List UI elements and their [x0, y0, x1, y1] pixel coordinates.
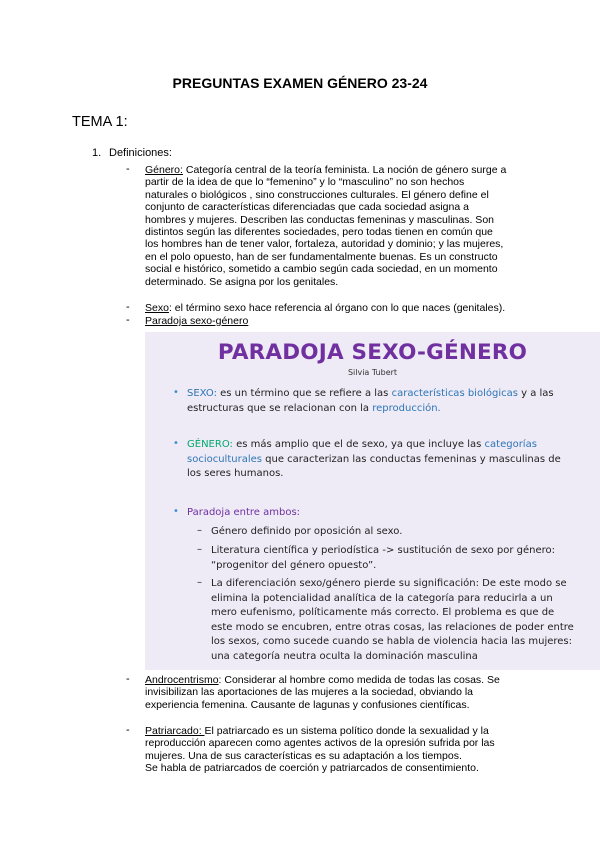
slide-title: PARADOJA SEXO-GÉNERO	[217, 340, 528, 365]
bullet-dash: -	[126, 724, 130, 736]
slide-genero-point: GÉNERO: es más amplio que el de sexo, ya que incluye las categorías socioculturales que caracterizan las conductas femeninas y masculinas de los seres humanos.	[187, 439, 561, 480]
bullet-dash: -	[126, 163, 130, 175]
slide-sub-point: La diferenciación sexo/género pierde su significación: De este modo se elimina la potencialidad analítica de la categoría para reducirla a un mero eufenismo, políticamente más correcto. El problema es que de este modo se encubren, entre otras cosas, las relaciones de poder entre los sexos, como sucede cuando se habla de violencia hacia las mujeres: una categoría neutra oculta la dominación masculina	[211, 578, 574, 662]
slide-paradoja-heading: Paradoja entre ambos:	[187, 507, 301, 518]
list-title: Definiciones:	[109, 147, 172, 159]
slide-sexo-point: SEXO: es un término que se refiere a las características biológicas y a las estructuras que se relacionan con la reproducción.	[187, 388, 554, 414]
bullet-dot-icon: •	[173, 438, 179, 449]
section-heading: TEMA 1:	[72, 114, 128, 130]
genero-line: determinado. Se asigna por los genitales.	[145, 275, 339, 288]
genero-line: en el polo opuesto, han de ser fundamentalmente buenas. Es un constructo	[145, 250, 498, 263]
genero-line-1: Género: Categoría central de la teoría feminista. La noción de género surge a	[145, 164, 507, 176]
bullet-dash: -	[126, 673, 130, 685]
genero-line: conjunto de características diferenciadas que cada sociedad asigna a	[145, 201, 469, 214]
document-title: PREGUNTAS EXAMEN GÉNERO 23-24	[172, 75, 428, 91]
bullet-dash: -	[126, 301, 130, 313]
sub-bullet-dash: –	[197, 544, 202, 555]
bullet-dash: -	[126, 314, 130, 326]
genero-line: social e histórico, sometido a cambio según cada sociedad, en un momento	[145, 263, 498, 276]
sub-bullet-dash: –	[197, 577, 202, 588]
genero-line: partir de la idea de que lo “femenino” y lo “masculino” no son hechos	[145, 176, 465, 189]
paradoja-label: Paradoja sexo-género	[145, 315, 249, 327]
androcentrismo-definition: Androcentrismo: Considerar al hombre como medida de todas las cosas. Se invisibilizan las aportaciones de las mujeres a la sociedad, obviando la experiencia femenina. Causante de lagunas y confusiones científicas.	[145, 674, 500, 711]
slide-sub-point: Género definido por oposición al sexo.	[211, 526, 403, 537]
androcentrismo-term: Androcentrismo	[145, 674, 219, 686]
slide-author: Silvia Tubert	[347, 368, 398, 377]
list-number: 1.	[92, 147, 102, 159]
genero-line: distintos según las diferentes sociedades, pero todas tienen en común que	[145, 226, 493, 239]
patriarcado-term: Patriarcado:	[145, 725, 205, 737]
bullet-dot-icon: •	[173, 387, 179, 398]
bullet-dot-icon: •	[173, 506, 179, 517]
sexo-term: Sexo	[145, 302, 169, 314]
slide-image	[145, 332, 600, 670]
genero-line: naturales o biológicos , sino construcciones culturales. El género define el	[145, 188, 489, 201]
genero-line: hombres y mujeres. Describen las conductas femeninas y masculinas. Son	[145, 213, 494, 226]
genero-line: los hombres han de tener valor, fortaleza, autoridad y dominio; y las mujeres,	[145, 238, 504, 251]
genero-term: Género:	[145, 164, 183, 176]
sexo-definition: Sexo: el término sexo hace referencia al órgano con lo que naces (genitales).	[145, 302, 506, 314]
patriarcado-definition: Patriarcado: El patriarcado es un sistema político donde la sexualidad y la reproducción aparecen como agentes activos de la opresión sufrida por las mujeres. Una de sus características es su adaptación a los tiempos. Se habla de patriarcados de coerción y patriarcados de consentimiento.	[145, 725, 495, 775]
sub-bullet-dash: –	[197, 525, 202, 536]
genero-definition	[145, 164, 565, 288]
slide-sub-point: Literatura científica y periodística -> sustitución de sexo por género: “progenitor del género opuesto”.	[211, 545, 556, 571]
